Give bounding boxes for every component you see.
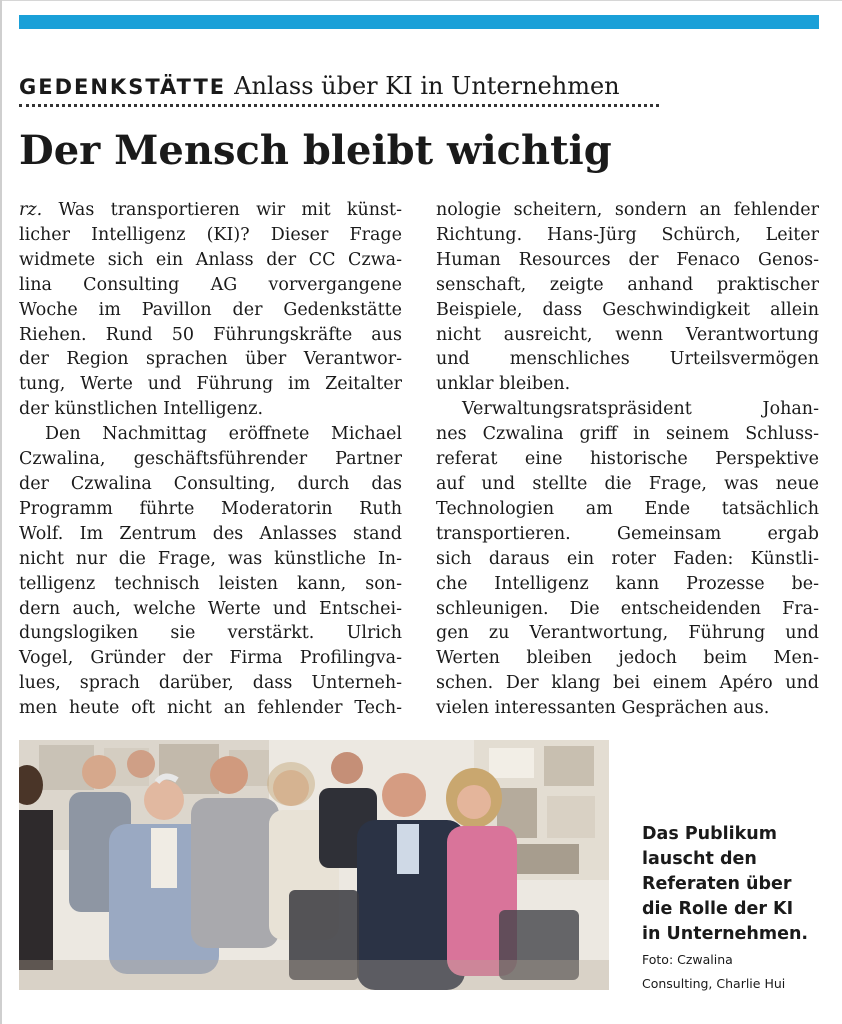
body-line: telligenz technisch leisten kann, son-: [19, 573, 402, 594]
body-line: Den Nachmittag eröffnete Michael: [45, 424, 402, 445]
body-line: nes Czwalina griff in seinem Schluss-: [436, 424, 819, 445]
kicker: GEDENKSTÄTTE: [19, 75, 227, 99]
accent-bar: [19, 15, 819, 29]
body-line: Technologien am Ende tatsächlich: [436, 498, 819, 519]
body-line: Verwaltungsratspräsident Johan-: [462, 399, 819, 420]
dotted-rule: [19, 104, 659, 107]
credit-line: Consulting, Charlie Hui: [642, 976, 786, 991]
body-line: der künstlichen Intelligenz.: [19, 399, 264, 420]
page-left-rule: [0, 0, 2, 1024]
body-line: der Region sprachen über Verantwor-: [19, 349, 402, 370]
body-line: referat eine historische Perspektive: [436, 449, 819, 470]
body-line: unklar bleiben.: [436, 374, 571, 395]
body-line: nicht ausreicht, wenn Verantwortung: [436, 324, 819, 345]
body-line: men heute oft nicht an fehlender Tech-: [19, 698, 402, 719]
body-line: licher Intelligenz (KI)? Dieser Frage: [19, 224, 402, 245]
body-column-left: [19, 198, 402, 721]
body-line: dern auch, welche Werte und Entschei-: [19, 598, 402, 619]
body-line: Czwalina, geschäftsführender Partner: [19, 449, 402, 470]
photo-credit: [642, 948, 832, 996]
body-line: dungslogiken sie verstärkt. Ulrich: [19, 623, 402, 644]
body-line: Human Resources der Fenaco Genos-: [436, 249, 819, 270]
body-line: lues, sprach darüber, dass Unterneh-: [19, 673, 402, 694]
caption-line: in Unternehmen.: [642, 924, 809, 944]
caption-line: lauscht den: [642, 849, 757, 869]
body-line: sich daraus ein roter Faden: Künstli-: [436, 548, 819, 569]
body-line: nicht nur die Frage, was künstliche In-: [19, 548, 402, 569]
body-line: Wolf. Im Zentrum des Anlasses stand: [19, 523, 402, 544]
body-column-right: [436, 198, 819, 721]
body-line: Vogel, Gründer der Firma Profilingva-: [19, 648, 402, 669]
audience-photo-illustration: [19, 740, 609, 990]
caption-line: die Rolle der KI: [642, 899, 794, 919]
body-line: Richtung. Hans-Jürg Schürch, Leiter: [436, 224, 819, 245]
body-line: che Intelligenz kann Prozesse be-: [436, 573, 819, 594]
audience-photo: [19, 740, 609, 990]
body-line: gen zu Verantwortung, Führung und: [436, 623, 819, 644]
body-line: transportieren. Gemeinsam ergab: [436, 523, 819, 544]
body-line: schen. Der klang bei einem Apéro und: [436, 673, 819, 694]
body-line: auf und stellte die Frage, was neue: [436, 473, 819, 494]
headline: Der Mensch bleibt wichtig: [19, 127, 612, 174]
body-line: Beispiele, dass Geschwindigkeit allein: [436, 299, 819, 320]
body-line: vielen interessanten Gesprächen aus.: [436, 698, 770, 719]
body-line: rz. Was transportieren wir mit künst-: [19, 200, 402, 220]
body-line: lina Consulting AG vorvergangene: [19, 274, 402, 295]
caption-line: Das Publikum: [642, 824, 777, 844]
photo-caption: [642, 822, 832, 947]
page-top-rule: [0, 0, 842, 1]
body-line: der Czwalina Consulting, durch das: [19, 473, 402, 494]
body-line: senschaft, zeigte anhand praktischer: [436, 274, 819, 295]
body-line: schleunigen. Die entscheidenden Fra-: [436, 598, 819, 619]
body-line: nologie scheitern, sondern an fehlender: [436, 200, 819, 220]
subkicker: Anlass über KI in Unternehmen: [234, 72, 620, 100]
body-line: widmete sich ein Anlass der CC Czwa-: [19, 249, 402, 270]
body-line: Programm führte Moderatorin Ruth: [19, 498, 402, 519]
kicker-line: [19, 70, 659, 108]
body-line: tung, Werte und Führung im Zeitalter: [19, 374, 402, 395]
credit-line: Foto: Czwalina: [642, 952, 733, 967]
body-line: Woche im Pavillon der Gedenkstätte: [19, 299, 402, 320]
body-line: Werten bleiben jedoch beim Men-: [436, 648, 819, 669]
body-line: und menschliches Urteilsvermögen: [436, 349, 819, 370]
caption-line: Referaten über: [642, 874, 792, 894]
byline: rz.: [19, 200, 43, 220]
body-line: Riehen. Rund 50 Führungskräfte aus: [19, 324, 402, 345]
